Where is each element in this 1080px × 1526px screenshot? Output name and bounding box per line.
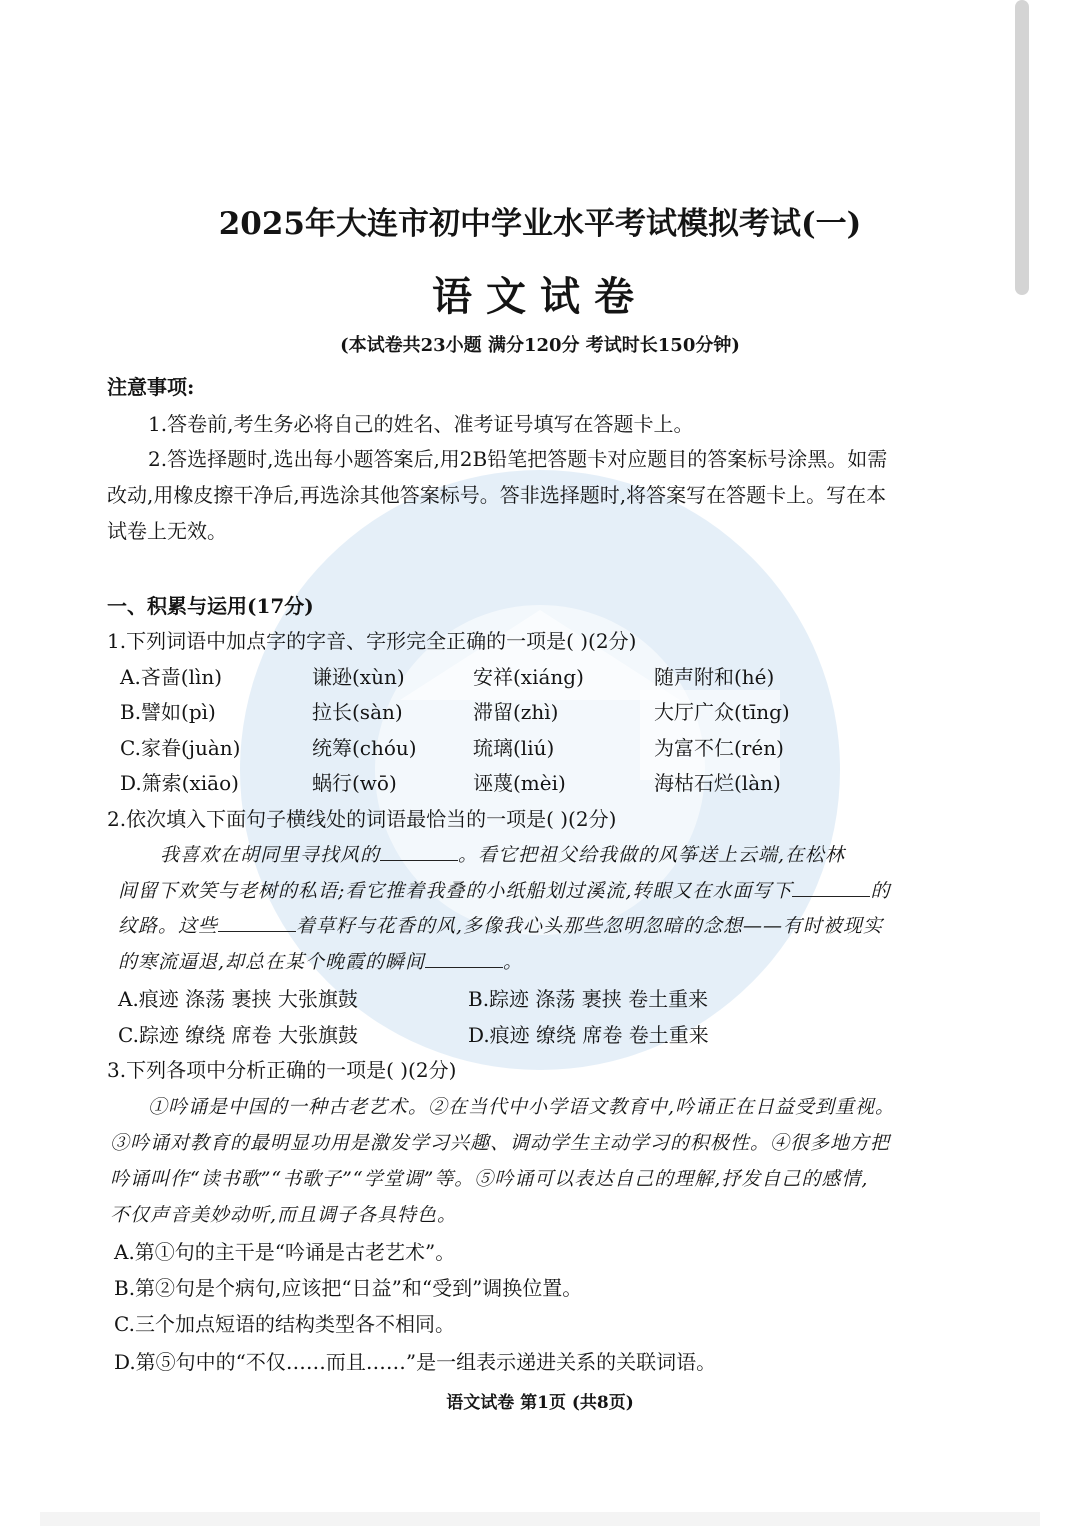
question-2-stem: 2.依次填入下面句子横线处的词语最恰当的一项是( )(2分) (107, 807, 617, 831)
q1-option-c-word1: C.家眷(juàn) (120, 736, 241, 760)
q1-option-a-word3: 安祥(xiáng) (473, 665, 584, 689)
q1-option-d-word3: 诬蔑(mèi) (473, 771, 566, 795)
question-3-stem: 3.下列各项中分析正确的一项是( )(2分) (107, 1058, 457, 1082)
q2-option-a: A.痕迹 涤荡 裹挟 大张旗鼓 (118, 987, 358, 1011)
exam-title: 2025年大连市初中学业水平考试模拟考试(一) (218, 206, 862, 242)
notice-item-2-cont: 改动,用橡皮擦干净后,再选涂其他答案标号。答非选择题时,将答案写在答题卡上。写在本 (107, 483, 887, 507)
blank-1 (380, 842, 458, 861)
q2-passage-line-3 (118, 911, 883, 938)
q2-passage-text: 着草籽与花香的风,多像我心头那些忽明忽暗的念想——有时被现实 (296, 915, 884, 937)
blank-4 (425, 949, 503, 968)
page-footer: 语文试卷 第1页 (共8页) (446, 1393, 634, 1413)
q1-option-a-word1: A.吝啬(lìn) (120, 665, 223, 689)
q2-passage-text: 我喜欢在胡同里寻找风的 (160, 844, 381, 866)
blank-3 (218, 913, 296, 932)
q2-passage-text: 的 (870, 880, 891, 902)
notice-item-2: 2.答选择题时,选出每小题答案后,用2B铅笔把答题卡对应题目的答案标号涂黑。如需 (148, 447, 888, 471)
q1-option-a-word2: 谦逊(xùn) (312, 665, 405, 689)
q1-option-b-word2: 拉长(sàn) (312, 700, 403, 724)
q2-option-c: C.踪迹 缭绕 席卷 大张旗鼓 (118, 1023, 359, 1047)
scrollbar[interactable] (1015, 0, 1029, 295)
q3-option-a: A.第①句的主干是“吟诵是古老艺术”。 (114, 1240, 456, 1264)
section-heading: 一、积累与运用(17分) (107, 594, 314, 618)
q3-passage-line-2: ③吟诵对教育的最明显功用是激发学习兴趣、调动学生主动学习的积极性。④很多地方把 (110, 1132, 891, 1154)
notice-item-1: 1.答卷前,考生务必将自己的姓名、准考证号填写在答题卡上。 (148, 412, 694, 436)
q1-option-b-word1: B.譬如(pì) (120, 700, 216, 724)
q3-option-b: B.第②句是个病句,应该把“日益”和“受到”调换位置。 (114, 1276, 583, 1300)
q1-option-c-word3: 琉璃(liú) (473, 736, 555, 760)
q2-passage-text: 间留下欢笑与老树的私语;看它推着我叠的小纸船划过溪流,转眼又在水面写下 (118, 880, 793, 902)
q1-option-b-word3: 滞留(zhì) (473, 700, 559, 724)
notice-item-2-end: 试卷上无效。 (107, 519, 227, 543)
q1-option-b-word4: 大厅广众(tīng) (654, 700, 790, 724)
q3-passage-line-3: 吟诵叫作“读书歌”“书歌子”“学堂调”等。⑤吟诵可以表达自己的理解,抒发自己的感情, (110, 1168, 869, 1190)
question-1-stem: 1.下列词语中加点字的字音、字形完全正确的一项是( )(2分) (107, 629, 637, 653)
q3-passage-line-1: ①吟诵是中国的一种古老艺术。②在当代中小学语文教育中,吟诵正在日益受到重视。 (148, 1096, 896, 1118)
q2-passage-text: 。看它把祖父给我做的风筝送上云端,在松林 (458, 844, 846, 866)
q2-passage-text: 的寒流逼退,却总在某个晚霞的瞬间 (118, 951, 426, 973)
q2-passage-text: 纹路。这些 (118, 915, 219, 937)
page-bottom-edge (40, 1512, 1040, 1526)
q1-option-d-word1: D.箫索(xiāo) (120, 771, 239, 795)
q2-passage-line-4 (118, 947, 523, 974)
q1-option-c-word4: 为富不仁(rén) (654, 736, 784, 760)
q3-passage-line-4: 不仅声音美妙动听,而且调子各具特色。 (110, 1204, 458, 1226)
q2-option-b: B.踪迹 涤荡 裹挟 卷土重来 (468, 987, 709, 1011)
notice-heading: 注意事项: (107, 375, 195, 399)
q2-passage-line-2 (118, 876, 890, 903)
q1-option-d-word2: 蜗行(wō) (312, 771, 397, 795)
q1-option-d-word4: 海枯石烂(làn) (654, 771, 781, 795)
q3-option-d: D.第⑤句中的“不仅……而且……”是一组表示递进关系的关联词语。 (114, 1350, 717, 1374)
q1-option-a-word4: 随声附和(hé) (654, 665, 775, 689)
blank-2 (792, 878, 870, 897)
q2-option-d: D.痕迹 缭绕 席卷 卷土重来 (468, 1023, 709, 1047)
q2-passage-text: 。 (503, 951, 524, 973)
q3-option-c: C.三个加点短语的结构类型各不相同。 (114, 1312, 455, 1336)
q2-passage-line-1 (160, 840, 845, 867)
subject-title: 语文试卷 (432, 273, 648, 320)
q1-option-c-word2: 统筹(chóu) (312, 736, 417, 760)
exam-info: (本试卷共23小题 满分120分 考试时长150分钟) (340, 335, 740, 356)
